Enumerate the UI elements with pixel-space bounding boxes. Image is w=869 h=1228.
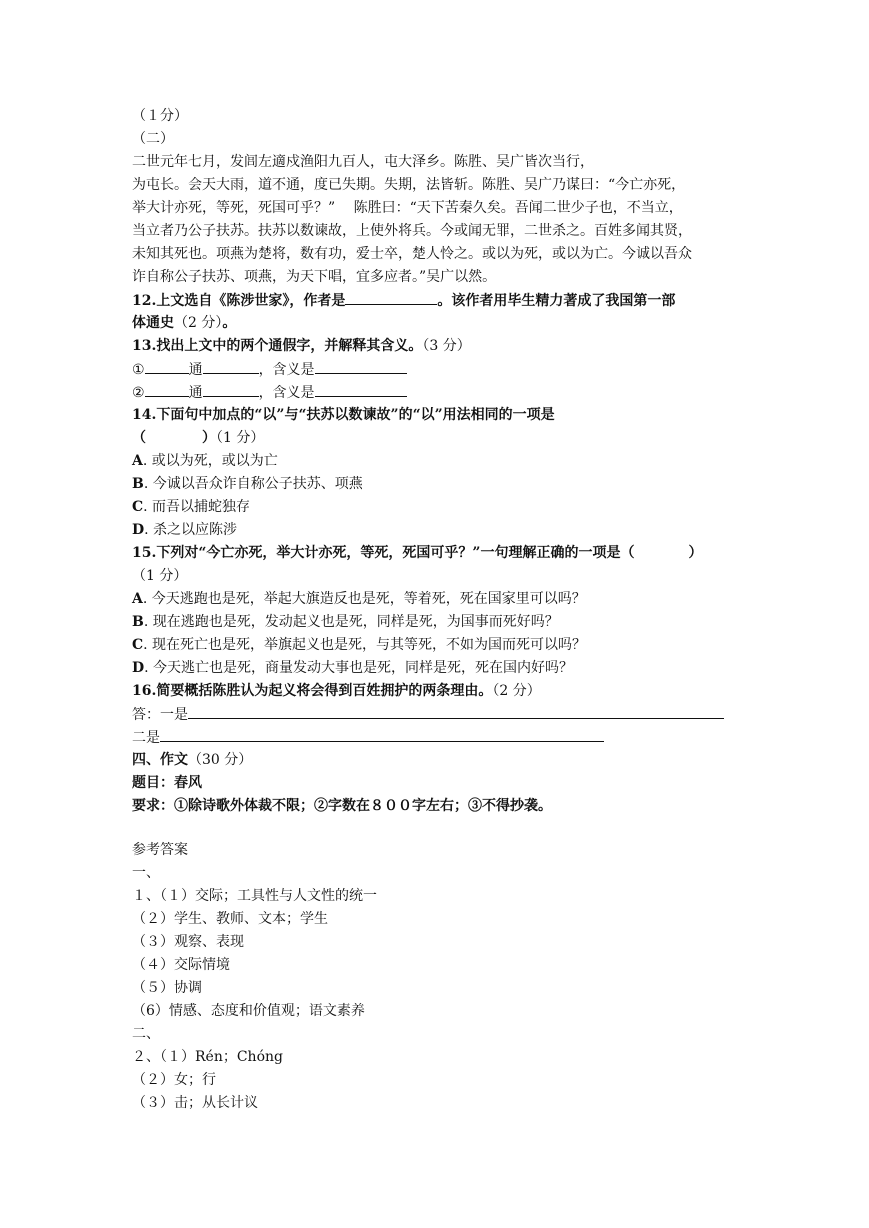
answer-1-4: （４）交际情境 xyxy=(132,957,230,973)
q13-stem-text: 13.找出上文中的两个通假字，并解释其含义。 xyxy=(132,338,423,354)
option-label: D xyxy=(132,522,145,538)
q13-score: （3 分） xyxy=(422,338,471,354)
q12-author-blank[interactable] xyxy=(345,290,437,305)
q14-score: （1 分） xyxy=(216,430,265,446)
q13-row1-meaning: ，含义是 xyxy=(258,362,315,378)
essay-requirement: 要求：①除诗歌外体裁不限；②字数在８００字左右；③不得抄袭。 xyxy=(132,798,552,814)
q13-row2-tong: 通 xyxy=(188,385,203,401)
q15-option-b xyxy=(132,612,559,632)
q16-answer1-label: 答：一是 xyxy=(132,707,188,723)
q12-end: 。 xyxy=(222,315,237,331)
option-text: . 而吾以捕蛇独存 xyxy=(143,499,251,515)
passage-line-3: 举大计亦死，等死，死国可乎？” 陈胜曰：“天下苦秦久矣。吾闻二世少子也，不当立， xyxy=(132,200,683,216)
question-16-stem xyxy=(132,681,541,701)
q13-row1-mark: ① xyxy=(132,362,145,378)
option-label: C xyxy=(132,499,144,515)
essay-title: 题目：春风 xyxy=(132,775,202,791)
q15-score: （1 分） xyxy=(132,568,188,584)
essay-score: （30 分） xyxy=(188,752,253,768)
q15-option-a xyxy=(132,589,586,609)
option-text: . 杀之以应陈涉 xyxy=(144,522,238,538)
q12-part3: 体通史 xyxy=(132,315,174,331)
q14-option-b xyxy=(132,474,363,494)
passage-line-6: 诈自称公子扶苏、项燕，为天下唱，宜多应者。”吴广以然。 xyxy=(132,269,497,285)
option-label: C xyxy=(132,637,144,653)
answer-1-2: （２）学生、教师、文本；学生 xyxy=(132,911,328,927)
q15-option-d xyxy=(132,658,573,678)
q16-stem-text: 16.简要概括陈胜认为起义将会得到百姓拥护的两条理由。 xyxy=(132,683,493,699)
answer-1-1: １、（１）交际；工具性与人文性的统一 xyxy=(132,888,377,904)
q16-answer1-blank[interactable] xyxy=(188,704,724,719)
q16-answer-2 xyxy=(132,727,604,748)
option-text: . 现在死亡也是死，举旗起义也是死，与其等死，不如为国而死可以吗？ xyxy=(143,637,587,653)
q13-row2-tong-blank[interactable] xyxy=(203,382,259,397)
essay-heading-text: 四、作文 xyxy=(132,752,188,768)
q13-row1-meaning-blank[interactable] xyxy=(315,359,407,374)
q14-option-c xyxy=(132,497,250,517)
q13-row2-mark: ② xyxy=(132,385,145,401)
passage-line-1: 二世元年七月，发闾左適戍渔阳九百人，屯大泽乡。陈胜、吴广皆次当行， xyxy=(132,154,594,170)
q13-row1-tong-blank[interactable] xyxy=(203,359,259,374)
score-line: （１分） xyxy=(132,108,188,124)
q14-option-d xyxy=(132,520,237,540)
option-text: . 现在逃跑也是死，发动起义也是死，同样是死，为国事而死好吗？ xyxy=(143,614,559,630)
question-13-stem xyxy=(132,336,471,356)
answer-1-3: （３）观察、表现 xyxy=(132,934,244,950)
question-12-line-1 xyxy=(132,290,675,311)
q13-row2-meaning: ，含义是 xyxy=(258,385,315,401)
passage-line-5: 未知其死也。项燕为楚将，数有功，爱士卒，楚人怜之。或以为死，或以为亡。今诚以吾众 xyxy=(132,246,692,262)
q12-part2: 。该作者用毕生精力著成了我国第一部 xyxy=(437,293,676,309)
option-text: . 今诚以吾众诈自称公子扶苏、项燕 xyxy=(143,476,363,492)
passage-line-2: 为屯长。会天大雨，道不通，度已失期。失期，法皆斩。陈胜、吴广乃谋曰：“今亡亦死， xyxy=(132,177,686,193)
section-two-heading: （二） xyxy=(132,131,174,147)
q13-row2-meaning-blank[interactable] xyxy=(315,382,407,397)
answer-1-6: （6）情感、态度和价值观；语文素养 xyxy=(132,1003,365,1019)
option-text: . 今天逃亡也是死，商量发动大事也是死，同样是死，死在国内好吗？ xyxy=(144,660,574,676)
answer-2-3: （３）击；从长计议 xyxy=(132,1095,258,1111)
q15-option-c xyxy=(132,635,586,655)
q14-paren-open: （ xyxy=(132,430,146,446)
q14-paren-close: ） xyxy=(202,430,216,446)
answers-part-1: 一、 xyxy=(132,865,160,881)
q14-answer-line xyxy=(132,428,264,448)
essay-heading xyxy=(132,750,252,770)
q15-stem-text: 15.下列对“今亡亦死，举大计亦死，等死，死国可乎？”一句理解正确的一项是（ xyxy=(132,545,635,561)
option-label: B xyxy=(132,476,144,492)
option-label: B xyxy=(132,614,144,630)
q13-row1-char-blank[interactable] xyxy=(145,359,189,374)
question-15-stem xyxy=(132,543,702,563)
question-12-line-2 xyxy=(132,313,236,333)
option-text: . 或以为死，或以为亡 xyxy=(142,453,278,469)
q14-option-a xyxy=(132,451,278,471)
passage-line-4: 当立者乃公子扶苏。扶苏以数谏故，上使外将兵。今或闻无罪，二世杀之。百姓多闻其贤， xyxy=(132,223,692,239)
answer-2-1: ２、（１）Rén；Chóng xyxy=(132,1049,283,1065)
q13-row2-char-blank[interactable] xyxy=(145,382,189,397)
question-14-stem: 14.下面句中加点的“以”与“扶苏以数谏故”的“以”用法相同的一项是 xyxy=(132,407,555,423)
answer-2-2: （２）女；行 xyxy=(132,1072,216,1088)
q12-part1: 12.上文选自《陈涉世家》，作者是 xyxy=(132,293,346,309)
q13-row1-tong: 通 xyxy=(188,362,203,378)
answers-heading: 参考答案 xyxy=(132,842,188,858)
option-label: D xyxy=(132,660,145,676)
answers-part-2: 二、 xyxy=(132,1026,160,1042)
option-label: A xyxy=(132,591,143,607)
option-text: . 今天逃跑也是死，举起大旗造反也是死，等着死，死在国家里可以吗？ xyxy=(142,591,586,607)
q16-answer2-label: 二是 xyxy=(132,730,160,746)
q13-row-1 xyxy=(132,359,407,380)
answer-1-5: （５）协调 xyxy=(132,980,202,996)
q16-answer2-blank[interactable] xyxy=(160,727,604,742)
q16-answer-1 xyxy=(132,704,724,725)
q15-paren-close: ） xyxy=(688,545,703,561)
q16-score: （2 分） xyxy=(492,683,541,699)
q13-row-2 xyxy=(132,382,407,403)
q12-score: （2 分） xyxy=(174,315,223,331)
option-label: A xyxy=(132,453,143,469)
